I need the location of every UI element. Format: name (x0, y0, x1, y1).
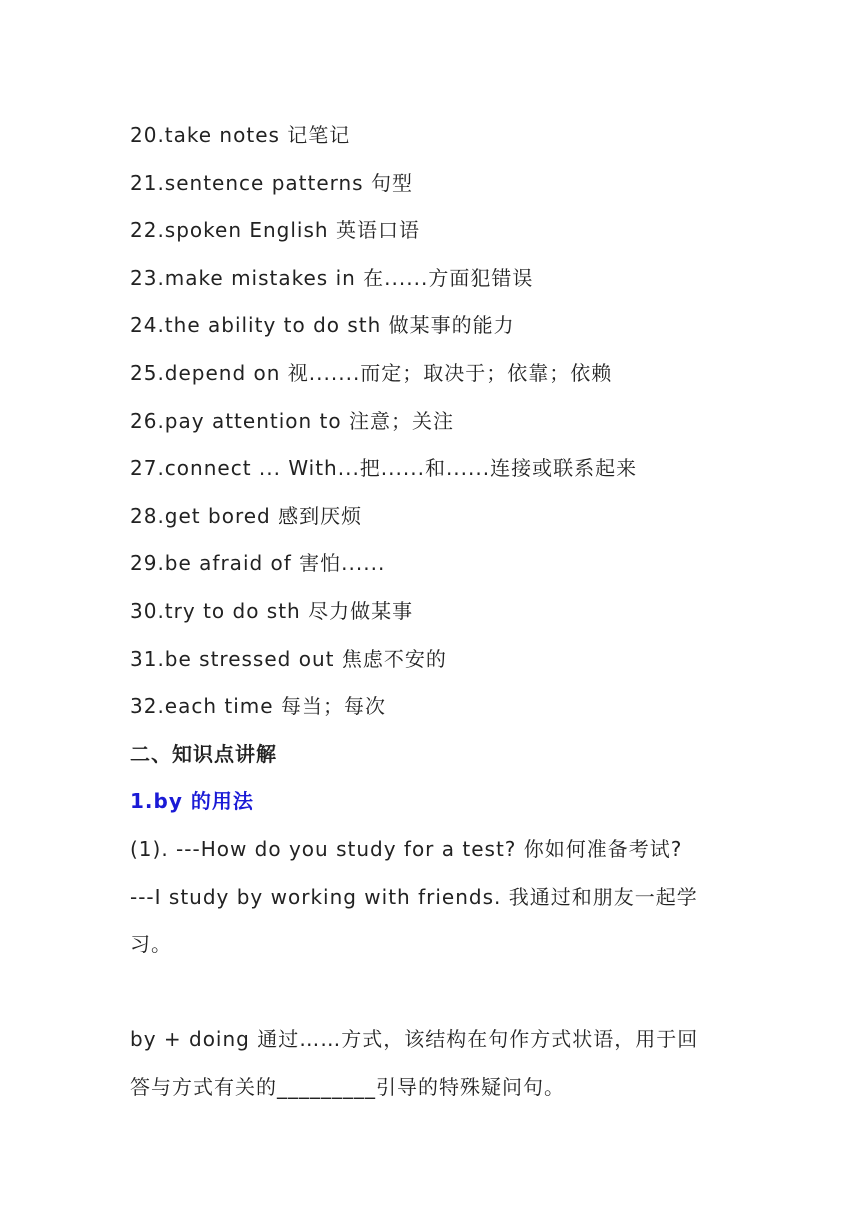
explanation-line-2: 答与方式有关的_________引导的特殊疑问句。 (130, 1074, 565, 1099)
blank-spacer (130, 969, 740, 1017)
vocab-item: 31.be stressed out 焦虑不安的 (130, 646, 447, 671)
example-question: (1). ---How do you study for a test? 你如何准备考试? (130, 836, 683, 861)
example-answer-line-2: 习。 (130, 932, 172, 957)
vocab-item: 32.each time 每当；每次 (130, 694, 386, 719)
vocab-item: 23.make mistakes in 在......方面犯错误 (130, 265, 534, 290)
section-subheading: 1.by 的用法 (130, 789, 254, 814)
vocab-item: 28.get bored 感到厌烦 (130, 503, 363, 528)
vocab-item: 25.depend on 视.......而定；取决于；依靠；依赖 (130, 360, 613, 385)
vocab-item: 30.try to do sth 尽力做某事 (130, 598, 414, 623)
vocab-item: 20.take notes 记笔记 (130, 123, 351, 147)
vocab-item: 26.pay attention to 注意；关注 (130, 408, 454, 433)
vocab-item: 29.be afraid of 害怕...... (130, 551, 386, 576)
section-heading: 二、知识点讲解 (130, 741, 277, 766)
example-answer-line-1: ---I study by working with friends. 我通过和朋友一起学 (130, 884, 698, 909)
document-page (130, 112, 740, 1111)
vocab-item: 21.sentence patterns 句型 (130, 170, 413, 195)
vocab-item: 24.the ability to do sth 做某事的能力 (130, 313, 515, 338)
vocab-item: 27.connect ... With...把......和......连接或联系起来 (130, 456, 638, 481)
vocab-item: 22.spoken English 英语口语 (130, 218, 420, 243)
explanation-line-1: by + doing 通过……方式，该结构在句作方式状语，用于回 (130, 1027, 699, 1052)
